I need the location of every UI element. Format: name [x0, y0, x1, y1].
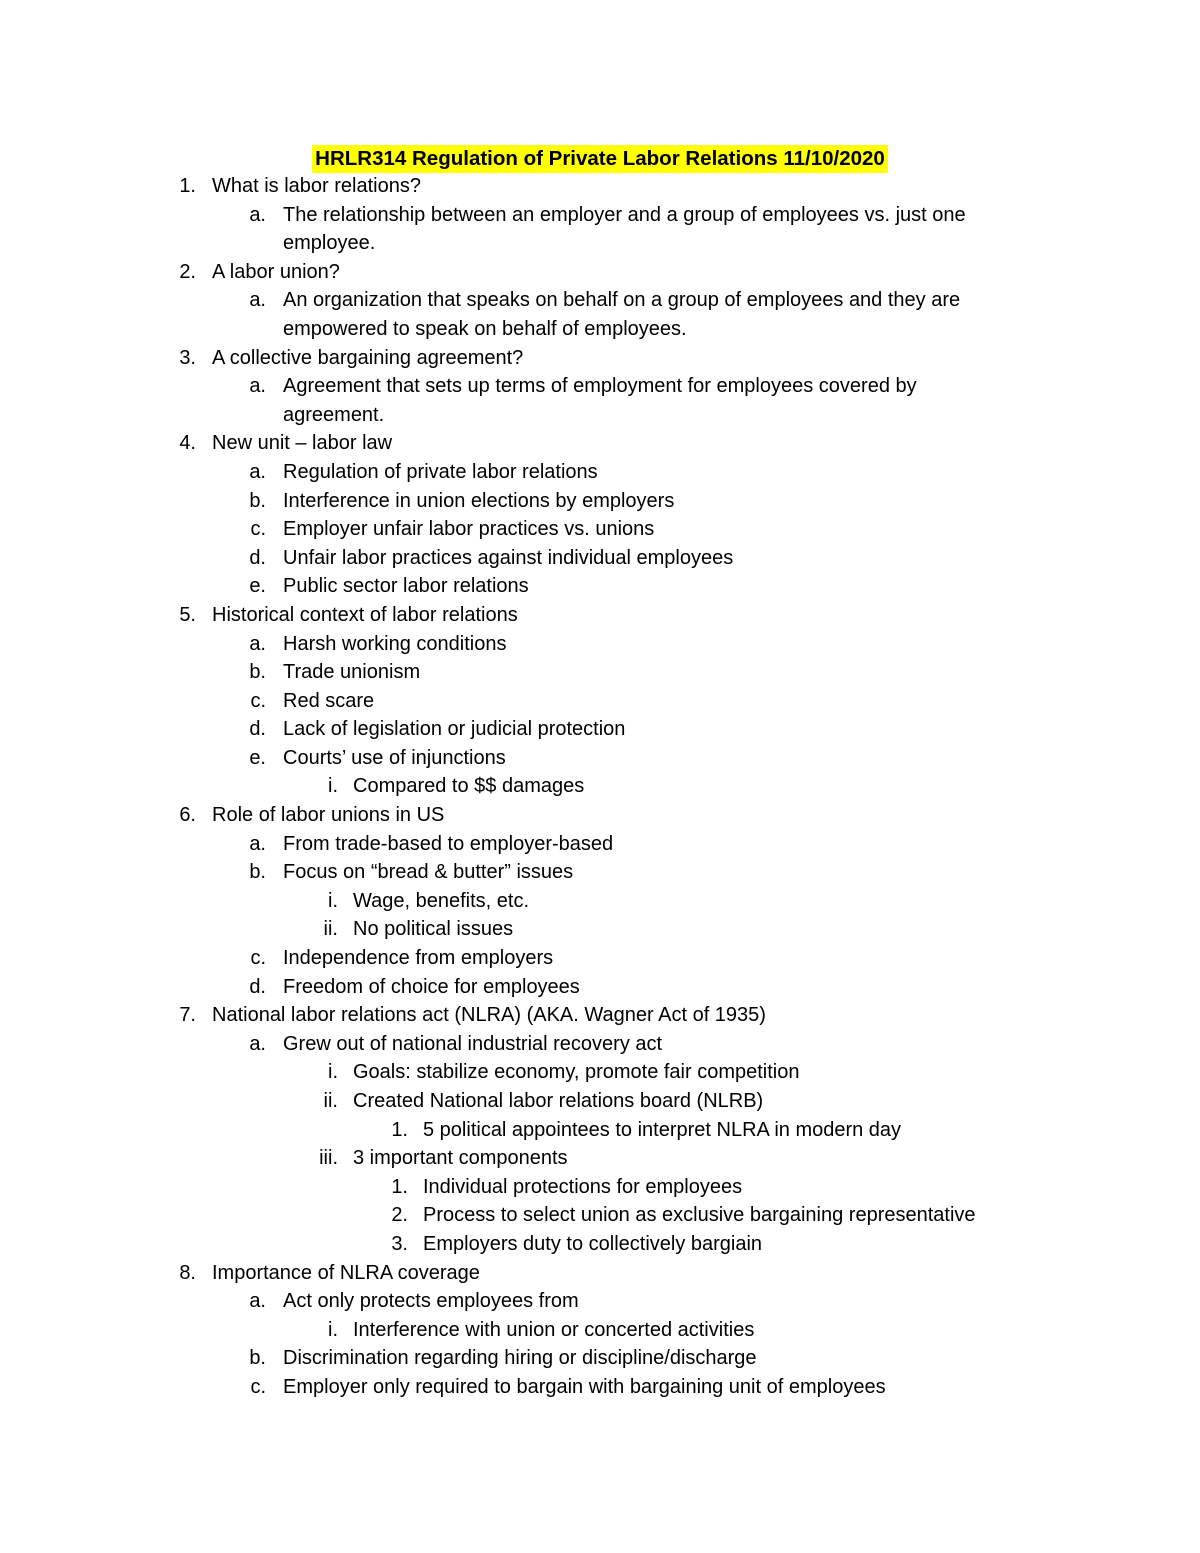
outline-item: [0, 715, 1200, 744]
item-text: Independence from employers: [283, 947, 554, 970]
item-text: New unit – labor law: [212, 432, 393, 455]
item-text: Process to select union as exclusive bargaining representative: [423, 1204, 976, 1227]
item-text: Goals: stabilize economy, promote fair competition: [353, 1061, 800, 1084]
item-text: Wage, benefits, etc.: [353, 889, 530, 912]
outline-item: [0, 601, 1200, 630]
item-marker: b.: [249, 489, 266, 512]
item-text: Compared to $$ damages: [353, 775, 585, 798]
item-text: Discrimination regarding hiring or discipline/discharge: [283, 1347, 757, 1370]
item-marker: a.: [249, 632, 266, 655]
outline-item: [0, 1087, 1200, 1116]
item-marker: iii.: [319, 1147, 338, 1170]
outline-item: [0, 515, 1200, 544]
item-marker: a.: [249, 1032, 266, 1055]
item-marker: ii.: [323, 918, 338, 941]
item-text: Lack of legislation or judicial protection: [283, 718, 626, 741]
item-text: Importance of NLRA coverage: [212, 1261, 480, 1284]
item-marker: i.: [328, 1318, 338, 1341]
item-text: No political issues: [353, 918, 514, 941]
item-text: What is labor relations?: [212, 175, 421, 197]
item-marker: 1.: [391, 1175, 408, 1198]
outline-item: [0, 372, 1200, 401]
item-marker: a.: [249, 1290, 266, 1313]
item-marker: d.: [249, 975, 266, 998]
outline-item: [0, 1316, 1200, 1345]
document-title: HRLR314 Regulation of Private Labor Relations 11/10/2020: [312, 145, 888, 173]
item-text: Employer unfair labor practices vs. unions: [283, 518, 655, 541]
item-text: Public sector labor relations: [283, 575, 529, 598]
outline-item: [0, 801, 1200, 830]
item-text: Trade unionism: [283, 661, 421, 684]
item-marker: e.: [249, 575, 266, 598]
item-marker: d.: [249, 718, 266, 741]
item-text: Courts’ use of injunctions: [283, 746, 506, 769]
item-marker: 2.: [179, 260, 196, 283]
item-text: Harsh working conditions: [283, 632, 507, 655]
outline-item: [0, 344, 1200, 373]
item-marker: ii.: [323, 1090, 338, 1112]
item-text: Role of labor unions in US: [212, 804, 445, 827]
outline-item: [0, 858, 1200, 887]
item-text: agreement.: [283, 403, 385, 426]
item-marker: a.: [249, 832, 266, 855]
item-marker: i.: [328, 775, 338, 798]
item-text: employee.: [283, 232, 376, 255]
outline-item: [0, 915, 1200, 944]
outline-item: [0, 830, 1200, 859]
outline-item: [0, 1173, 1200, 1202]
outline-item: [0, 1030, 1200, 1059]
outline-item: [0, 1259, 1200, 1288]
item-text: An organization that speaks on behalf on a group of employees and they are: [283, 289, 961, 312]
item-text: Freedom of choice for employees: [283, 975, 580, 998]
outline-item: [0, 1116, 1200, 1145]
item-marker: i.: [328, 889, 338, 912]
item-text: Grew out of national industrial recovery act: [283, 1032, 663, 1055]
item-marker: e.: [249, 746, 266, 769]
item-text: Interference in union elections by employers: [283, 489, 675, 512]
outline-item: [0, 1201, 1200, 1230]
item-marker: c.: [250, 1375, 266, 1398]
title-wrapper: [0, 145, 1200, 175]
outline-item: [0, 944, 1200, 973]
item-text: National labor relations act (NLRA) (AKA. Wagner Act of 1935): [212, 1004, 766, 1027]
item-text: A collective bargaining agreement?: [212, 346, 524, 369]
outline-item: [0, 1058, 1200, 1087]
outline-item: [0, 744, 1200, 773]
item-marker: c.: [250, 689, 266, 712]
outline-item: [0, 973, 1200, 1002]
outline-item: [0, 487, 1200, 516]
outline-item: [0, 887, 1200, 916]
item-marker: 4.: [179, 432, 196, 455]
item-text: empowered to speak on behalf of employees.: [283, 317, 687, 340]
item-marker: 2.: [391, 1204, 408, 1227]
item-marker: c.: [250, 947, 266, 970]
outline-item: [0, 172, 1200, 201]
item-text: Agreement that sets up terms of employment for employees covered by: [283, 375, 917, 398]
item-marker: 1.: [391, 1118, 408, 1141]
outline-item: [0, 658, 1200, 687]
outline-item: [0, 258, 1200, 287]
outline-item: [0, 1001, 1200, 1030]
outline-item: [0, 544, 1200, 573]
outline-continuation: [0, 401, 1200, 430]
item-marker: b.: [249, 661, 266, 684]
item-marker: d.: [249, 546, 266, 569]
item-text: Unfair labor practices against individual employees: [283, 546, 734, 569]
outline-item: [0, 1287, 1200, 1316]
item-text: Employer only required to bargain with bargaining unit of employees: [283, 1375, 886, 1398]
item-marker: b.: [249, 861, 266, 884]
item-text: The relationship between an employer and a group of employees vs. just one: [283, 203, 966, 226]
item-marker: a.: [249, 203, 266, 226]
item-marker: 7.: [179, 1004, 196, 1027]
item-marker: 5.: [179, 603, 196, 626]
item-text: Red scare: [283, 689, 375, 712]
item-text: Interference with union or concerted activities: [353, 1318, 755, 1341]
outline-item: [0, 1344, 1200, 1373]
item-marker: i.: [328, 1061, 338, 1084]
item-marker: 1.: [179, 175, 196, 197]
item-text: From trade-based to employer-based: [283, 832, 614, 855]
item-text: 3 important components: [353, 1147, 568, 1170]
item-text: Historical context of labor relations: [212, 603, 518, 626]
outline-continuation: [0, 315, 1200, 344]
item-text: 5 political appointees to interpret NLRA in modern day: [423, 1118, 902, 1141]
outline-list: [0, 172, 1200, 1402]
item-text: Employers duty to collectively bargiain: [423, 1232, 763, 1255]
item-text: Created National labor relations board (NLRB): [353, 1090, 764, 1112]
outline-item: [0, 1230, 1200, 1259]
outline-item: [0, 1144, 1200, 1173]
item-marker: b.: [249, 1347, 266, 1370]
outline-item: [0, 429, 1200, 458]
item-text: A labor union?: [212, 260, 340, 283]
outline-item: [0, 201, 1200, 230]
item-text: Regulation of private labor relations: [283, 460, 598, 483]
item-marker: a.: [249, 289, 266, 312]
item-marker: 3.: [179, 346, 196, 369]
item-text: Act only protects employees from: [283, 1290, 579, 1313]
outline-item: [0, 772, 1200, 801]
item-marker: c.: [250, 518, 266, 541]
outline-item: [0, 286, 1200, 315]
outline-item: [0, 687, 1200, 716]
outline-item: [0, 458, 1200, 487]
item-marker: a.: [249, 460, 266, 483]
item-marker: 8.: [179, 1261, 196, 1284]
item-marker: 6.: [179, 804, 196, 827]
item-marker: 3.: [391, 1232, 408, 1255]
outline-item: [0, 572, 1200, 601]
item-text: Focus on “bread & butter” issues: [283, 861, 574, 884]
outline-item: [0, 1373, 1200, 1402]
outline-item: [0, 630, 1200, 659]
item-marker: a.: [249, 375, 266, 398]
outline-continuation: [0, 229, 1200, 258]
item-text: Individual protections for employees: [423, 1175, 743, 1198]
